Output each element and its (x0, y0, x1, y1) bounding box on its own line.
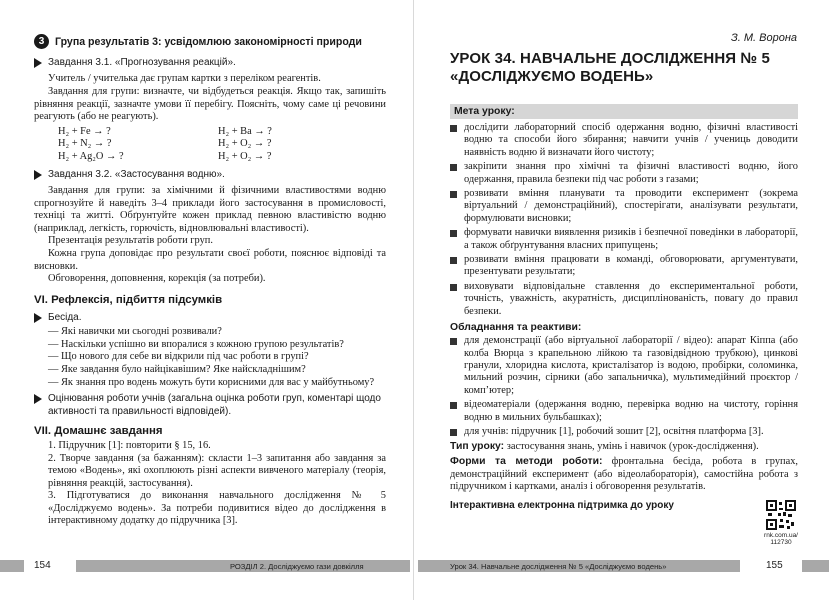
page-number: 155 (766, 560, 783, 571)
goal-item (450, 122, 798, 159)
goal-list (450, 122, 798, 318)
footer-bar (0, 560, 24, 572)
goal-item (450, 161, 798, 186)
left-page-content (34, 34, 386, 528)
homework-list (34, 440, 386, 528)
lesson-title-line: «ДОСЛІДЖУЄМО ВОДЕНЬ» (450, 68, 654, 85)
homework-item: 2. Творче завдання (за бажанням): скласти 1–3 запитання або завдання за темою «Водень», які охоплюють різні аспекти вивченого матеріалу (теорія, рівняння реакцій, застосування). (48, 452, 386, 489)
homework-item: 1. Підручник [1]: повторити § 15, 16. (48, 439, 211, 451)
triangle-bullet-icon (34, 170, 42, 180)
author-name: З. М. Ворона (731, 32, 797, 44)
lesson-type-text: застосування знань, умінь і навичок (урок-дослідження). (506, 441, 759, 453)
task-3-1-instructions: Завдання для групи: визначте, чи відбудеться реакція. Якщо так, запишіть рівняння реакції, зазначте умови її перебігу. Поясніть, чому саме ці речовини реагують (або не реагують). (34, 86, 386, 123)
task-3-2-instructions: Завдання для групи: за хімічними й фізичними властивостями водню спрогнозуйте й наведіть 3–4 приклади його застосування в промисловості, техніці та житті. Обґрунтуйте кожен приклад певною властивістю водню (наприклад, легкість, горючість, відновлювальні властивості). (34, 184, 386, 234)
interactive-support (450, 500, 798, 546)
square-bullet-icon (450, 338, 457, 345)
work-forms (450, 456, 798, 494)
goal-label: Мета уроку: (450, 104, 798, 119)
footer-bar (802, 560, 829, 572)
square-bullet-icon (450, 191, 457, 198)
lesson-type (450, 441, 798, 454)
lesson-type-label: Тип уроку: (450, 441, 505, 453)
question-line: — Що нового для себе ви відкрили під час роботи в групі? (48, 351, 309, 363)
homework-item: 3. Підготуватися до виконання навчального дослідження № 5 «Досліджуємо водень». За потреби подивитися відео до дослідження в інтерактивному додатку до підручника [3]. (48, 490, 386, 527)
task-3-1-intro: Учитель / учителька дає групам картки з переліком реагентів. (48, 73, 321, 85)
group3-heading (34, 34, 386, 49)
square-bullet-icon (450, 429, 457, 436)
section-6-title: VI. Рефлексія, підбиття підсумків (34, 293, 223, 306)
equipment-item-text: для демонстрації (або віртуальної лабораторії / відео): апарат Кіппа (або колба Вюрца з крапельною лійкою та газовідвідною трубкою), цинкові гранули, хлоридна кислота, кристалізатор із водою, пробірки, соломинка, мильний розчин, сірники (або запальничка), мультимедійний проєктор / комп’ютер; (464, 335, 798, 396)
assessment-label: Оцінювання роботи учнів (загальна оцінка роботи груп, коментарі щодо активності та правильності відповідей). (48, 393, 381, 417)
beseda-block (34, 312, 386, 324)
lesson-footer: Урок 34. Навчальне дослідження № 5 «Досліджуємо водень» (450, 562, 667, 571)
right-page-content (450, 50, 798, 546)
equation: H₂ + O₂ → ? (218, 150, 272, 162)
goal-item (450, 254, 798, 279)
work-forms-text: фронтальна бесіда, робота в групах, демонстраційний експеримент (або відеолабораторія), самостійна робота з підручником і картками, аналіз і обговорення результатів. (450, 455, 798, 493)
square-bullet-icon (450, 402, 457, 409)
goal-item (450, 281, 798, 318)
square-bullet-icon (450, 257, 457, 264)
triangle-bullet-icon (34, 394, 42, 404)
equation: H₂ + Fe → ? (58, 125, 111, 137)
equipment-item-text: відеоматеріали (одержання водню, перевірка водню на чистоту, горіння водню в мильних бульбашках); (464, 399, 798, 423)
reaction-equations (34, 126, 386, 164)
equation: H₂ + Ag₂O → ? (58, 150, 124, 162)
equation: H₂ + Ba → ? (218, 125, 272, 137)
chapter-footer: РОЗДІЛ 2. Досліджуємо гази довкілля (230, 562, 364, 571)
square-bullet-icon (450, 284, 457, 291)
task-3-2-label: Завдання 3.2. «Застосування водню». (48, 168, 225, 180)
goal-item-text: розвивати вміння планувати та проводити експеримент (зокрема віртуальний / демонстраційний), спостерігати, аналізувати результати, формулювати висновки; (464, 188, 798, 224)
task-3-2-report: Кожна група доповідає про результати своєї роботи, пояснює відповіді та висновки. (34, 247, 386, 272)
interactive-support-label: Інтерактивна електронна підтримка до уроку (450, 499, 674, 511)
task-3-1 (34, 57, 386, 69)
section-7-title: VII. Домашнє завдання (34, 424, 163, 437)
left-page (0, 0, 414, 600)
qr-code-icon[interactable] (766, 500, 796, 530)
lesson-title (450, 50, 798, 86)
task-3-2-presentation: Презентація результатів роботи груп. (48, 235, 213, 247)
square-bullet-icon (450, 230, 457, 237)
question-line: — Наскільки успішно ви впоралися з кожною групою результатів? (48, 338, 344, 350)
equipment-list (450, 335, 798, 438)
equipment-item-text: для учнів: підручник [1], робочий зошит [2], освітня платформа [3]. (464, 425, 764, 437)
goal-item-text: формувати навички виявлення ризиків і безпечної поведінки в лабораторії, а також обґрунтування власних припущень; (464, 227, 798, 251)
square-bullet-icon (450, 125, 457, 132)
page-number: 154 (34, 560, 51, 571)
goal-item-text: розвивати вміння працювати в команді, обговорювати, аргументувати, презентувати результати; (464, 254, 798, 278)
qr-site: rnk.com.ua/ (764, 531, 798, 539)
goal-item-text: дослідити лабораторний спосіб одержання водню, фізичні властивості водню та способи його збирання; навчити учнів / учениць доводити наявність водню й визначати його чистоту; (464, 122, 798, 158)
goal-item-text: закріпити знання про хімічні та фізичні властивості водню, його одержання, правила безпеки під час роботи з газами; (464, 161, 798, 185)
work-forms-label: Форми та методи роботи: (450, 455, 603, 467)
right-page (414, 0, 829, 600)
equation: H₂ + O₂ → ? (218, 138, 272, 150)
equation: H₂ + N₂ → ? (58, 138, 112, 150)
equipment-label: Обладнання та реактиви: (450, 322, 582, 334)
task-3-1-label: Завдання 3.1. «Прогнозування реакцій». (48, 57, 236, 68)
group3-title: Група результатів 3: усвідомлюю закономірності природи (55, 35, 362, 48)
qr-block[interactable] (764, 500, 798, 546)
task-3-2 (34, 169, 386, 181)
qr-caption (764, 532, 798, 546)
task-3-2-discussion: Обговорення, доповнення, корекція (за потреби). (48, 273, 266, 285)
group3-number-badge: 3 (34, 34, 49, 49)
goal-item (450, 188, 798, 225)
equipment-item (450, 399, 798, 424)
question-line: — Яке завдання було найцікавішим? Яке найскладнішим? (48, 363, 306, 375)
square-bullet-icon (450, 164, 457, 171)
equipment-item (450, 426, 798, 438)
question-line: — Як знання про водень можуть бути корисними для вас у майбутньому? (48, 376, 375, 388)
question-line: — Які навички ми сьогодні розвивали? (48, 326, 222, 338)
assessment-block (34, 393, 386, 418)
triangle-bullet-icon (34, 313, 42, 323)
triangle-bullet-icon (34, 58, 42, 68)
goal-item-text: виховувати відповідальне ставлення до експериментальної роботи, точність, уважність, акуратність, дисциплінованість, повагу до правил безпеки. (464, 280, 798, 317)
beseda-label: Бесіда. (48, 311, 82, 323)
lesson-title-line: УРОК 34. НАВЧАЛЬНЕ ДОСЛІДЖЕННЯ № 5 (450, 50, 770, 67)
qr-number: 112730 (770, 538, 792, 546)
equipment-item (450, 335, 798, 397)
beseda-questions (34, 326, 386, 389)
goal-item (450, 227, 798, 252)
